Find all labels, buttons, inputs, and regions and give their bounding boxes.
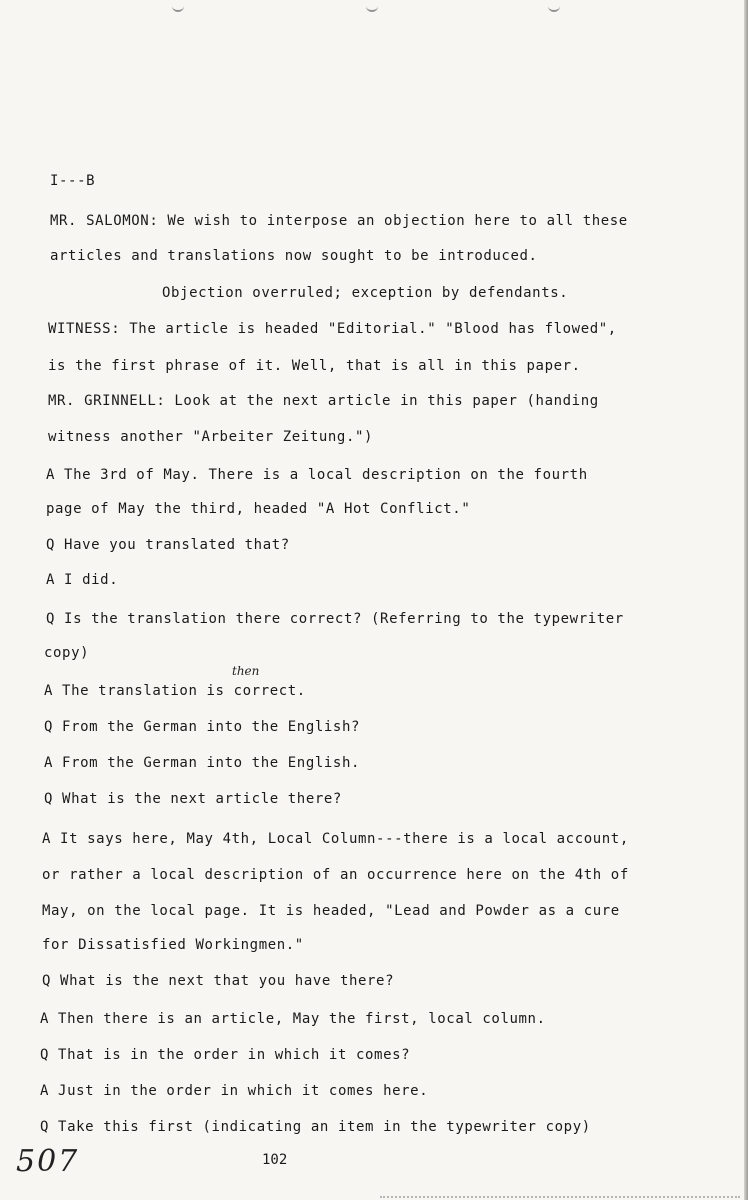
transcript-line: May, on the local page. It is headed, "Lead and Powder as a cure: [42, 903, 620, 919]
transcript-line: A From the German into the English.: [44, 755, 361, 771]
transcript-line: A I did.: [46, 572, 119, 588]
transcript-line: Q Have you translated that?: [46, 537, 290, 553]
transcript-line: A The translation is correct.: [44, 683, 306, 699]
transcript-line: page of May the third, headed "A Hot Conflict.": [46, 501, 471, 517]
transcript-line: Q What is the next that you have there?: [42, 973, 395, 989]
transcript-line: MR. SALOMON: We wish to interpose an objection here to all these: [50, 213, 628, 229]
transcript-line: Q What is the next article there?: [44, 791, 342, 807]
transcript-line: articles and translations now sought to be introduced.: [50, 248, 538, 264]
punch-mark: [172, 4, 184, 12]
page-number: 102: [262, 1152, 288, 1168]
transcript-line: copy): [44, 645, 90, 661]
transcript-line: is the first phrase of it. Well, that is all in this paper.: [48, 358, 581, 374]
transcript-line: WITNESS: The article is headed "Editorial." "Blood has flowed",: [48, 321, 617, 337]
section-header: I---B: [50, 173, 96, 189]
transcript-line: Q Take this first (indicating an item in the typewriter copy): [40, 1119, 591, 1135]
page-bottom-edge: [380, 1193, 740, 1198]
handwritten-insertion: then: [232, 664, 260, 678]
transcript-line: for Dissatisfied Workingmen.": [42, 937, 304, 953]
transcript-line: Q Is the translation there correct? (Referring to the typewriter: [46, 611, 624, 627]
handwritten-folio-mark: 507: [16, 1144, 80, 1179]
transcript-line: Q That is in the order in which it comes?: [40, 1047, 411, 1063]
transcript-line: A Then there is an article, May the first, local column.: [40, 1011, 546, 1027]
transcript-line: Q From the German into the English?: [44, 719, 361, 735]
transcript-line: A It says here, May 4th, Local Column---there is a local account,: [42, 831, 629, 847]
transcript-line: A The 3rd of May. There is a local description on the fourth: [46, 467, 588, 483]
transcript-line: A Just in the order in which it comes here.: [40, 1083, 429, 1099]
punch-mark: [366, 4, 378, 12]
ruling-line: Objection overruled; exception by defendants.: [162, 285, 569, 301]
punch-mark: [548, 4, 560, 12]
transcript-line: witness another "Arbeiter Zeitung."): [48, 429, 374, 445]
transcript-line: or rather a local description of an occurrence here on the 4th of: [42, 867, 629, 883]
page-edge: [744, 0, 748, 1200]
transcript-line: MR. GRINNELL: Look at the next article in this paper (handing: [48, 393, 599, 409]
